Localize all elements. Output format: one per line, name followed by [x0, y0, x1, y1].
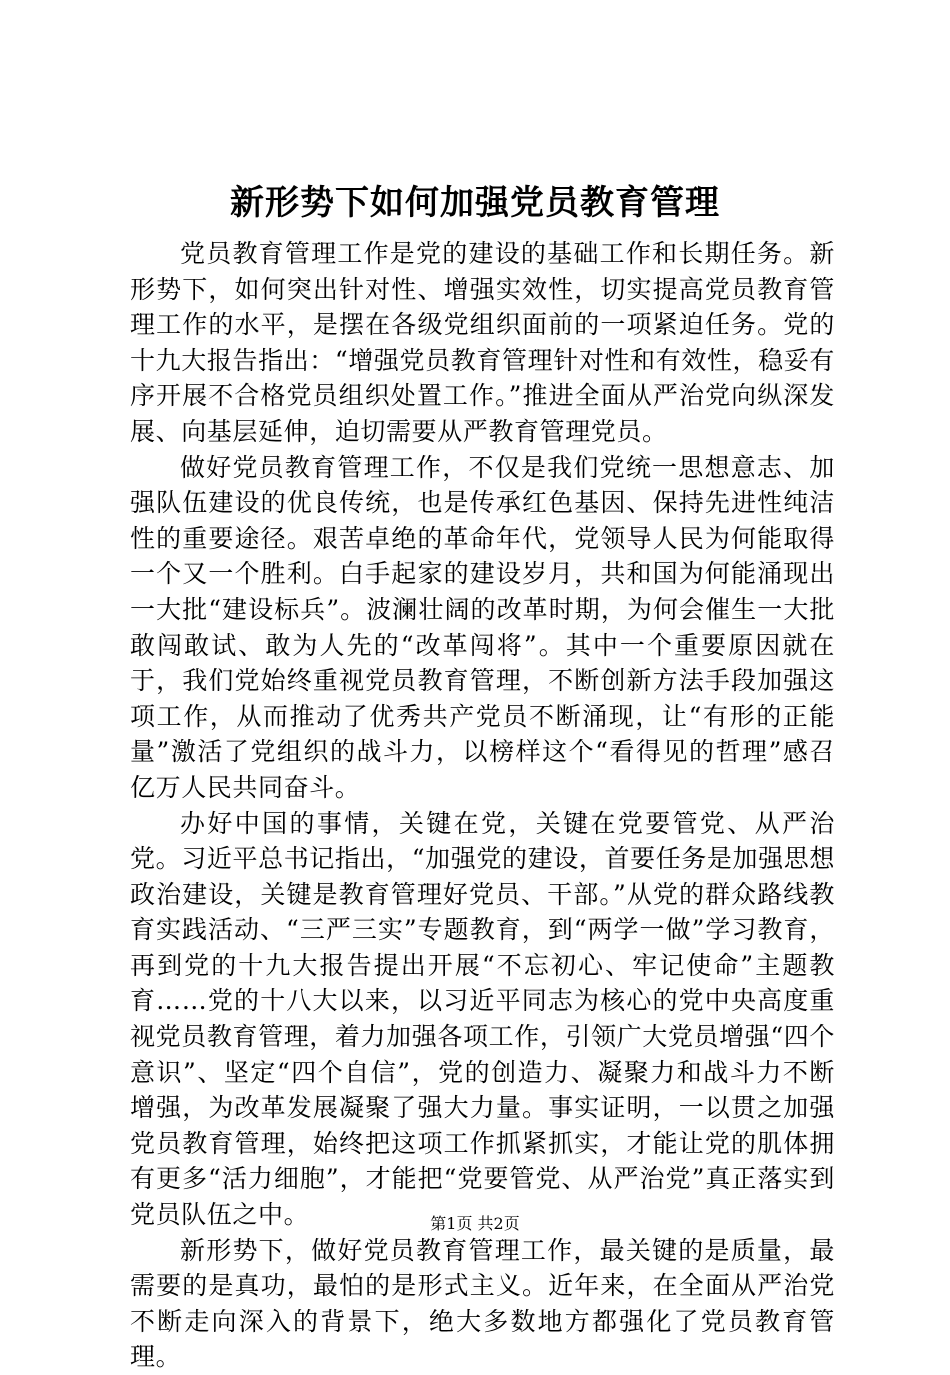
paragraph: 办好中国的事情，关键在党，关键在党要管党、从严治党。习近平总书记指出，“加强党的建设，首要任务是加强思想政治建设，关键是教育管理好党员、干部。”从党的群众路线教育实践活动、“三严三实”专题教育，到“两学一做”学习教育，再到党的十九大报告提出开展“不忘初心、牢记使命”主题教育……党的十八大以来，以习近平同志为核心的党中央高度重视党员教育管理，着力加强各项工作，引领广大党员增强“四个意识”、坚定“四个自信”，党的创造力、凝聚力和战斗力不断增强，为改革发展凝聚了强大力量。事实证明，一以贯之加强党员教育管理，始终把这项工作抓紧抓实，才能让党的肌体拥有更多“活力细胞”，才能把“党要管党、从严治党”真正落实到党员队伍之中。	[130, 808, 835, 1230]
paragraph: 新形势下，做好党员教育管理工作，最关键的是质量，最需要的是真功，最怕的是形式主义。近年来，在全面从严治党不断走向深入的背景下，绝大多数地方都强化了党员教育管理。	[130, 1235, 835, 1372]
paragraph: 党员教育管理工作是党的建设的基础工作和长期任务。新形势下，如何突出针对性、增强实效性，切实提高党员教育管理工作的水平，是摆在各级党组织面前的一项紧迫任务。党的十九大报告指出：“增强党员教育管理针对性和有效性，稳妥有序开展不合格党员组织处置工作。”推进全面从严治党向纵深发展、向基层延伸，迫切需要从严教育管理党员。	[130, 239, 835, 446]
paragraph: 做好党员教育管理工作，不仅是我们党统一思想意志、加强队伍建设的优良传统，也是传承红色基因、保持先进性纯洁性的重要途径。艰苦卓绝的革命年代，党领导人民为何能取得一个又一个胜利。白手起家的建设岁月，共和国为何能涌现出一大批“建设标兵”。波澜壮阔的改革时期，为何会催生一大批敢闯敢试、敢为人先的“改革闯将”。其中一个重要原因就在于，我们党始终重视党员教育管理，不断创新方法手段加强这项工作，从而推动了优秀共产党员不断涌现，让“有形的正能量”激活了党组织的战斗力，以榜样这个“看得见的哲理”感召亿万人民共同奋斗。	[130, 452, 835, 802]
page-title: 新形势下如何加强党员教育管理	[230, 183, 720, 223]
article-body	[130, 236, 835, 1375]
page-number-footer: 第1页 共2页	[430, 1214, 520, 1233]
